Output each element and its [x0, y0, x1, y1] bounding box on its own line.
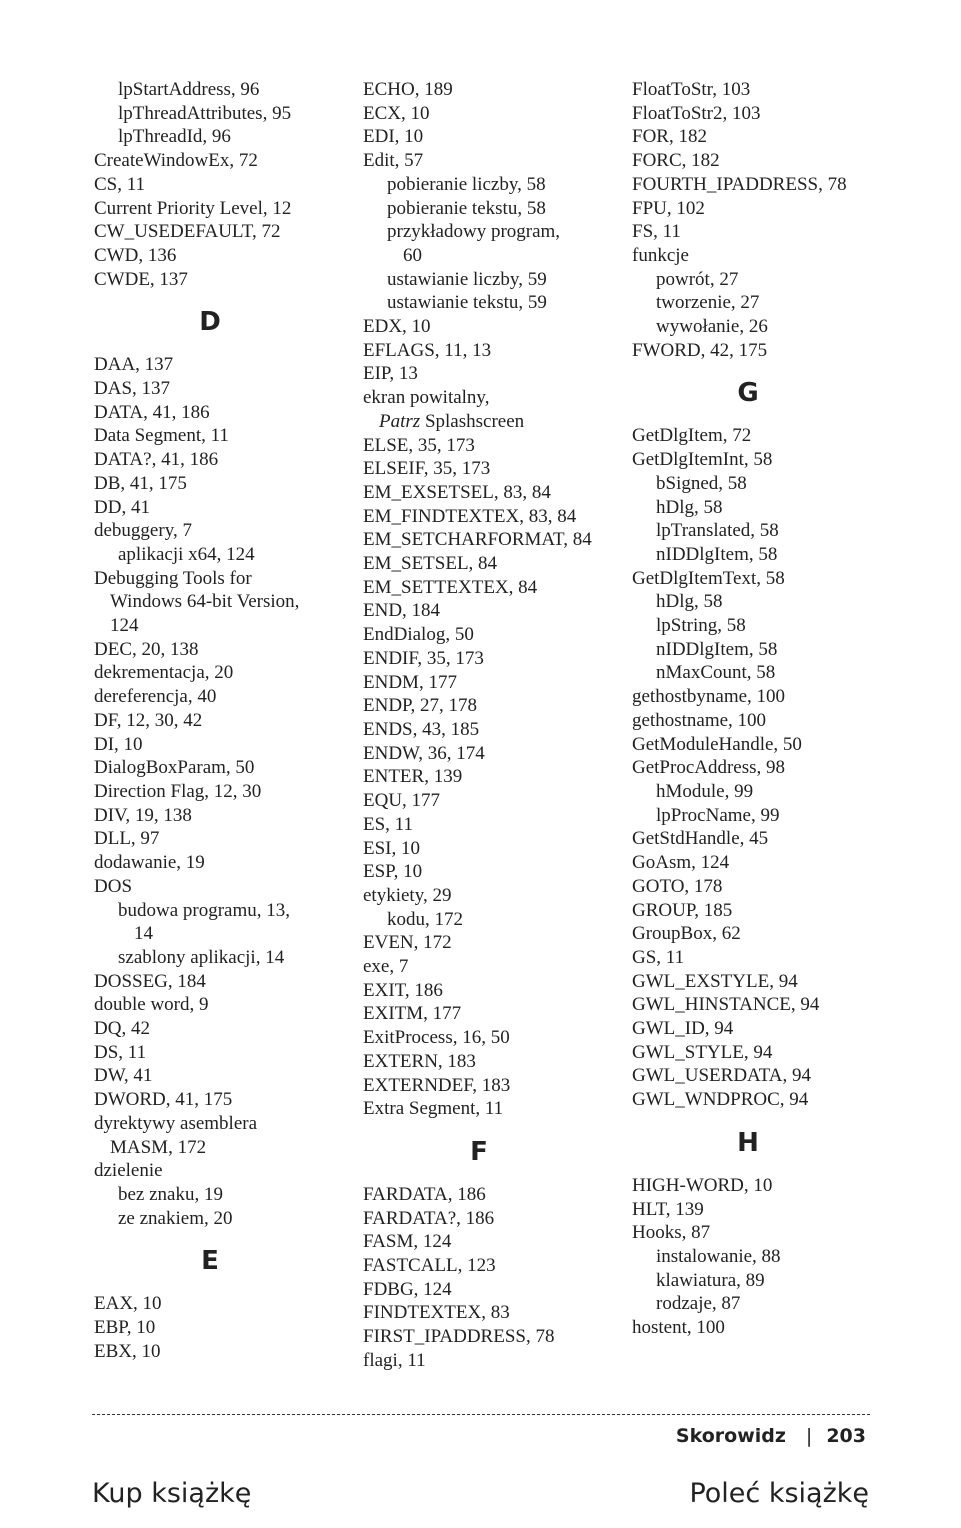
index-entry: EM_FINDTEXTEX, 83, 84 — [363, 505, 577, 527]
see-reference: Patrz — [379, 410, 421, 432]
index-entry: GOTO, 178 — [632, 875, 723, 897]
index-entry: DEC, 20, 138 — [94, 638, 199, 660]
index-entry: ExitProcess, 16, 50 — [363, 1027, 510, 1049]
index-entry: EM_SETTEXTEX, 84 — [363, 576, 538, 598]
index-entry: EVEN, 172 — [363, 932, 452, 954]
index-entry: ELSE, 35, 173 — [363, 434, 475, 456]
buy-book-link[interactable]: Kup książkę — [92, 1478, 252, 1509]
index-subentry: kodu, 172 — [387, 908, 463, 930]
index-entry: GetModuleHandle, 50 — [632, 733, 802, 755]
index-entry: DOSSEG, 184 — [94, 970, 206, 992]
index-entry: ECX, 10 — [363, 102, 430, 124]
index-subentry: bez znaku, 19 — [118, 1183, 223, 1205]
index-subentry: hDlg, 58 — [656, 496, 723, 518]
index-subentry: lpProcName, 99 — [656, 804, 780, 826]
index-entry: GetDlgItemInt, 58 — [632, 449, 773, 471]
index-subentry: instalowanie, 88 — [656, 1245, 781, 1267]
index-entry: FINDTEXTEX, 83 — [363, 1302, 510, 1324]
index-subentry: nIDDlgItem, 58 — [656, 638, 778, 660]
index-subentry: lpString, 58 — [656, 615, 746, 637]
section-letter-heading: D — [199, 307, 221, 338]
index-entry: FPU, 102 — [632, 197, 705, 219]
index-column-2 — [363, 78, 625, 1373]
index-entry: gethostname, 100 — [632, 709, 767, 731]
section-letter-heading: E — [201, 1246, 219, 1277]
index-entry: EM_EXSETSEL, 83, 84 — [363, 481, 551, 503]
index-entry: FASM, 124 — [363, 1231, 452, 1253]
index-subentry: pobieranie liczby, 58 — [387, 173, 546, 195]
index-entry: EFLAGS, 11, 13 — [363, 339, 492, 361]
index-entry: DQ, 42 — [94, 1018, 150, 1040]
index-entry: FloatToStr, 103 — [632, 79, 751, 100]
index-entry: EXTERN, 183 — [363, 1050, 476, 1072]
index-entry: EM_SETCHARFORMAT, 84 — [363, 529, 592, 551]
index-entry: DWORD, 41, 175 — [94, 1089, 233, 1111]
section-letter-heading: G — [737, 378, 759, 409]
index-entry: flagi, 11 — [363, 1349, 426, 1371]
index-entry: CWDE, 137 — [94, 268, 188, 290]
page-number: 203 — [826, 1425, 866, 1447]
index-subentry: lpStartAddress, 96 — [118, 79, 260, 100]
index-entry: DW, 41 — [94, 1065, 153, 1087]
index-entry: DialogBoxParam, 50 — [94, 757, 255, 779]
index-entry: FORC, 182 — [632, 150, 720, 172]
index-entry: GWL_ID, 94 — [632, 1018, 734, 1040]
index-entry: GWL_EXSTYLE, 94 — [632, 970, 798, 992]
index-entry: DD, 41 — [94, 496, 150, 518]
index-entry: EM_SETSEL, 84 — [363, 553, 498, 575]
index-entry: hostent, 100 — [632, 1317, 725, 1339]
index-entry: ekran powitalny, — [363, 387, 490, 409]
index-subentry: przykładowy program, — [387, 221, 561, 243]
index-subentry: hModule, 99 — [656, 780, 754, 802]
index-entry: ELSEIF, 35, 173 — [363, 458, 491, 480]
index-entry: CreateWindowEx, 72 — [94, 150, 258, 172]
index-entry: FARDATA?, 186 — [363, 1207, 495, 1229]
index-entry: GWL_WNDPROC, 94 — [632, 1089, 809, 1111]
index-entry: EIP, 13 — [363, 363, 418, 385]
index-subentry: nMaxCount, 58 — [656, 662, 776, 684]
recommend-book-link[interactable]: Poleć książkę — [689, 1478, 869, 1509]
index-entry: EDX, 10 — [363, 316, 431, 338]
index-subentry: ustawianie tekstu, 59 — [387, 292, 547, 314]
index-entry: ESI, 10 — [363, 837, 420, 859]
index-subentry: klawiatura, 89 — [656, 1269, 765, 1291]
index-entry: END, 184 — [363, 600, 441, 622]
index-subentry: wywołanie, 26 — [656, 316, 768, 338]
index-entry: FDBG, 124 — [363, 1278, 452, 1300]
index-entry: double word, 9 — [94, 994, 209, 1016]
index-entry: GoAsm, 124 — [632, 852, 730, 874]
index-entry: FS, 11 — [632, 221, 681, 243]
index-entry: DATA?, 41, 186 — [94, 449, 219, 471]
index-entry: etykiety, 29 — [363, 884, 452, 906]
index-subentry: lpThreadAttributes, 95 — [118, 102, 292, 124]
index-entry: DI, 10 — [94, 733, 143, 755]
index-subentry: 124 — [110, 615, 139, 637]
index-entry: debuggery, 7 — [94, 520, 192, 542]
index-entry: EXITM, 177 — [363, 1003, 462, 1025]
index-entry: DB, 41, 175 — [94, 472, 187, 494]
section-letter-heading: F — [470, 1136, 488, 1167]
index-entry: CW_USEDEFAULT, 72 — [94, 221, 281, 243]
index-entry: funkcje — [632, 244, 689, 266]
index-entry: ENDIF, 35, 173 — [363, 647, 484, 669]
index-entry: EAX, 10 — [94, 1293, 162, 1315]
index-subentry: bSigned, 58 — [656, 472, 747, 494]
index-entry-text: Splashscreen — [424, 410, 525, 432]
index-entry: DOS — [94, 875, 133, 897]
index-entry: FASTCALL, 123 — [363, 1255, 496, 1277]
index-entry: DIV, 19, 138 — [94, 804, 192, 826]
index-entry: ENDW, 36, 174 — [363, 742, 485, 764]
index-subentry: powrót, 27 — [656, 268, 739, 290]
index-entry: Current Priority Level, 12 — [94, 197, 292, 219]
index-column-3 — [632, 78, 894, 1340]
index-entry: ES, 11 — [363, 813, 413, 835]
index-entry: Direction Flag, 12, 30 — [94, 780, 262, 802]
index-entry: ECHO, 189 — [363, 79, 453, 100]
index-subentry: 60 — [403, 244, 422, 266]
index-entry: EndDialog, 50 — [363, 624, 474, 646]
index-entry: Extra Segment, 11 — [363, 1098, 504, 1120]
index-subentry: 14 — [134, 923, 153, 945]
index-entry: Hooks, 87 — [632, 1222, 711, 1244]
index-entry: ENDM, 177 — [363, 671, 457, 693]
footer-rule — [92, 1414, 870, 1415]
index-entry: Data Segment, 11 — [94, 425, 229, 447]
index-entry: EDI, 10 — [363, 126, 424, 148]
index-subentry: pobieranie tekstu, 58 — [387, 197, 546, 219]
index-entry: dzielenie — [94, 1160, 163, 1182]
index-entry: GroupBox, 62 — [632, 923, 741, 945]
index-subentry: rodzaje, 87 — [656, 1293, 741, 1315]
index-subentry: aplikacji x64, 124 — [118, 543, 255, 565]
index-entry: DAS, 137 — [94, 378, 171, 400]
index-entry: dekrementacja, 20 — [94, 662, 234, 684]
index-entry: dereferencja, 40 — [94, 686, 217, 708]
index-entry: FWORD, 42, 175 — [632, 339, 768, 361]
index-entry: gethostbyname, 100 — [632, 686, 786, 708]
index-entry: ENDP, 27, 178 — [363, 695, 478, 717]
index-entry: DLL, 97 — [94, 828, 160, 850]
index-entry: EQU, 177 — [363, 790, 441, 812]
section-letter-heading: H — [737, 1127, 759, 1158]
index-entry: dodawanie, 19 — [94, 852, 205, 874]
index-entry: HIGH-WORD, 10 — [632, 1174, 773, 1196]
index-entry: FOURTH_IPADDRESS, 78 — [632, 173, 847, 195]
index-entry: GWL_STYLE, 94 — [632, 1041, 773, 1063]
index-entry: DF, 12, 30, 42 — [94, 709, 203, 731]
index-subentry: lpThreadId, 96 — [118, 126, 231, 148]
index-entry: EBP, 10 — [94, 1317, 156, 1339]
index-entry: GetDlgItemText, 58 — [632, 567, 785, 589]
index-subentry: budowa programu, 13, — [118, 899, 291, 921]
index-entry: DAA, 137 — [94, 354, 174, 376]
index-entry: GetProcAddress, 98 — [632, 757, 786, 779]
index-entry: FARDATA, 186 — [363, 1183, 486, 1205]
index-subentry: Windows 64-bit Version, — [110, 591, 300, 613]
index-entry: FOR, 182 — [632, 126, 707, 148]
index-entry: exe, 7 — [363, 956, 409, 978]
index-entry: CWD, 136 — [94, 244, 177, 266]
running-footer — [676, 1425, 866, 1447]
index-entry: Edit, 57 — [363, 150, 424, 172]
index-entry: GROUP, 185 — [632, 899, 733, 921]
index-subentry: ze znakiem, 20 — [118, 1207, 233, 1229]
index-subentry: szablony aplikacji, 14 — [118, 946, 285, 968]
index-entry: ENDS, 43, 185 — [363, 718, 480, 740]
index-entry: CS, 11 — [94, 173, 146, 195]
index-entry: GetStdHandle, 45 — [632, 828, 769, 850]
section-title: Skorowidz — [675, 1425, 786, 1447]
index-entry: GWL_USERDATA, 94 — [632, 1065, 811, 1087]
index-subentry: hDlg, 58 — [656, 591, 723, 613]
index-subentry: lpTranslated, 58 — [656, 520, 779, 542]
index-subentry: MASM, 172 — [110, 1136, 207, 1158]
index-entry: DS, 11 — [94, 1041, 147, 1063]
index-entry: GS, 11 — [632, 946, 685, 968]
index-entry: FloatToStr2, 103 — [632, 102, 761, 124]
index-entry: FIRST_IPADDRESS, 78 — [363, 1326, 555, 1348]
index-entry: HLT, 139 — [632, 1198, 704, 1220]
index-entry: EXTERNDEF, 183 — [363, 1074, 511, 1096]
footer-separator: | — [805, 1425, 813, 1447]
index-entry: DATA, 41, 186 — [94, 401, 210, 423]
index-subentry: nIDDlgItem, 58 — [656, 543, 778, 565]
index-entry: ESP, 10 — [363, 861, 423, 883]
index-subentry — [363, 410, 625, 434]
index-entry: dyrektywy asemblera — [94, 1112, 258, 1134]
index-entry: GetDlgItem, 72 — [632, 425, 752, 447]
index-entry: EXIT, 186 — [363, 979, 443, 1001]
index-entry: ENTER, 139 — [363, 766, 463, 788]
index-entry: EBX, 10 — [94, 1340, 161, 1362]
index-subentry: ustawianie liczby, 59 — [387, 268, 547, 290]
index-column-1 — [94, 78, 356, 1363]
index-subentry: tworzenie, 27 — [656, 292, 760, 314]
index-entry: Debugging Tools for — [94, 567, 252, 589]
index-entry: GWL_HINSTANCE, 94 — [632, 994, 820, 1016]
